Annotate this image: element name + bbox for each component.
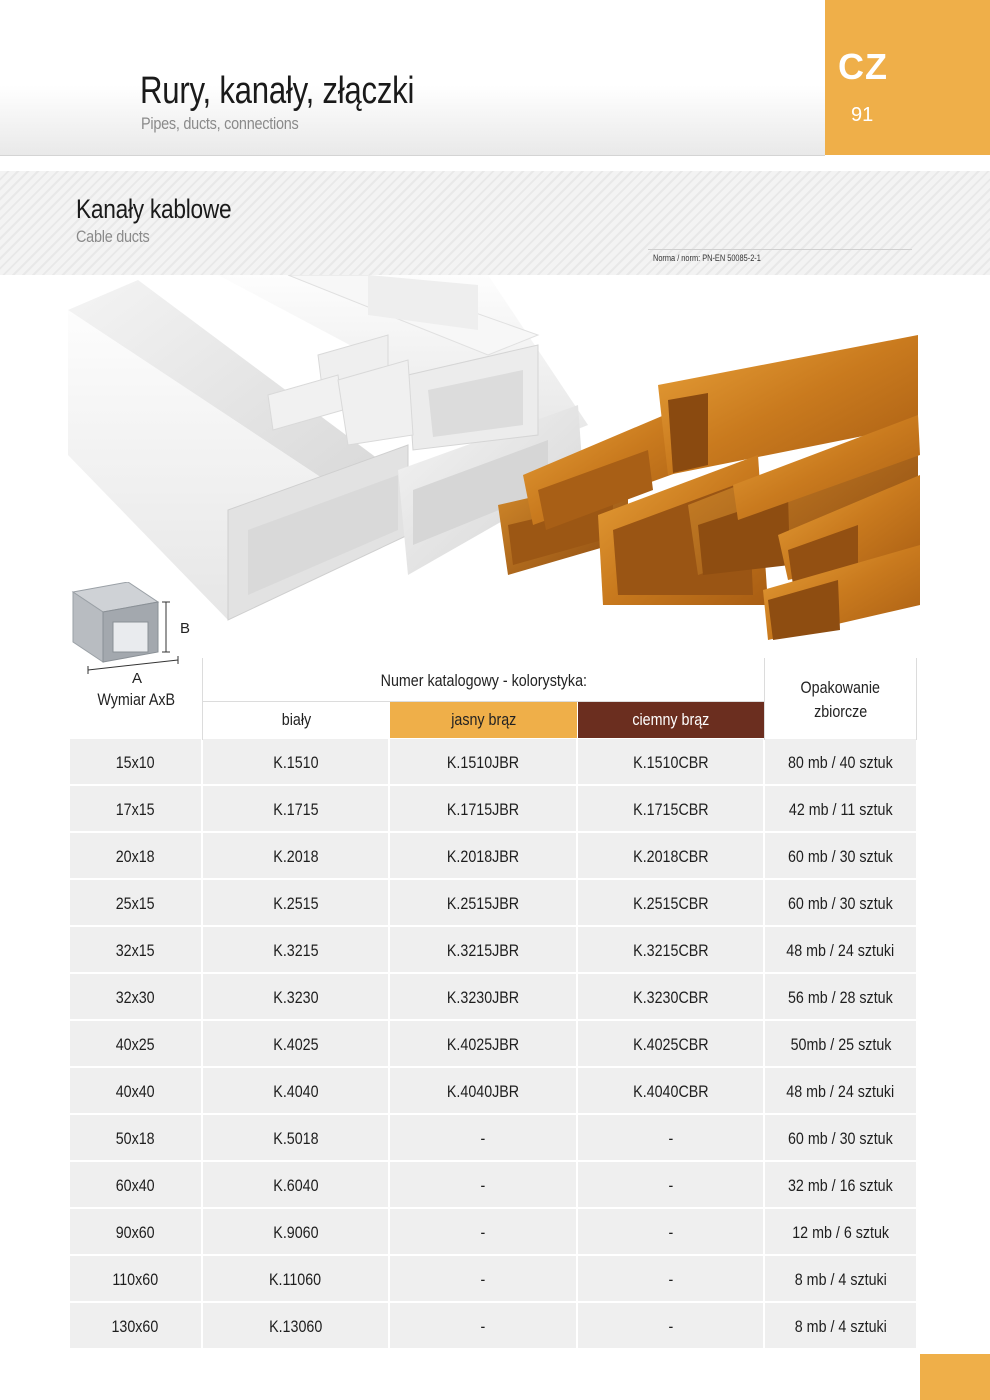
dimension-cell: 15x10 [70,739,201,784]
dimension-a-label: A [132,670,143,687]
packaging-cell: 8 mb / 4 sztuki [765,1256,916,1301]
table-row [70,1303,916,1348]
page-subtitle: Pipes, ducts, connections [141,114,299,133]
packaging-cell: 48 mb / 24 sztuki [765,927,916,972]
packaging-cell: 60 mb / 30 sztuk [765,1115,916,1160]
packaging-cell: 48 mb / 24 sztuki [765,1068,916,1113]
section-title: Kanały kablowe [76,194,232,224]
packaging-cell: 42 mb / 11 sztuk [765,786,916,831]
packaging-cell: 56 mb / 28 sztuk [765,974,916,1019]
light-brown-code-cell: K.2515JBR [390,880,576,925]
table-row [70,1021,916,1066]
color-header-light-brown: jasny brąz [390,702,577,738]
table-row [70,1209,916,1254]
dimension-cell: 32x15 [70,927,201,972]
white-code-cell: K.1715 [203,786,389,831]
norm-label: Norma / norm: PN-EN 50085-2-1 [653,253,761,263]
table-row [70,739,916,784]
norm-divider [648,249,912,250]
light-brown-code-cell: - [390,1209,576,1254]
light-brown-code-cell: K.4040JBR [390,1068,576,1113]
dark-brown-code-cell: K.3230CBR [578,974,764,1019]
page-title: Rury, kanały, złączki [140,70,415,112]
section-subtitle: Cable ducts [76,227,150,246]
color-header-white: biały [203,702,389,738]
language-code: CZ [838,46,888,87]
table-row [70,880,916,925]
white-code-cell: K.11060 [203,1256,389,1301]
dark-brown-code-cell: K.1715CBR [578,786,764,831]
white-code-cell: K.6040 [203,1162,389,1207]
packaging-cell: 50mb / 25 sztuk [765,1021,916,1066]
table-row [70,1115,916,1160]
dimension-column-header: Wymiar AxB [97,690,175,709]
packaging-cell: 80 mb / 40 sztuk [765,739,916,784]
white-code-cell: K.13060 [203,1303,389,1348]
packaging-cell: 60 mb / 30 sztuk [765,833,916,878]
packaging-cell: 32 mb / 16 sztuk [765,1162,916,1207]
packaging-cell: 60 mb / 30 sztuk [765,880,916,925]
white-code-cell: K.3215 [203,927,389,972]
white-code-cell: K.4025 [203,1021,389,1066]
table-row [70,786,916,831]
table-row [70,927,916,972]
white-code-cell: K.4040 [203,1068,389,1113]
dimension-cell: 130x60 [70,1303,201,1348]
dimension-cell: 40x40 [70,1068,201,1113]
header-divider [916,658,917,740]
dimension-cell: 110x60 [70,1256,201,1301]
white-code-cell: K.1510 [203,739,389,784]
packaging-cell: 8 mb / 4 sztuki [765,1303,916,1348]
light-brown-code-cell: K.1715JBR [390,786,576,831]
white-code-cell: K.5018 [203,1115,389,1160]
dark-brown-code-cell: - [578,1303,764,1348]
dark-brown-code-cell: - [578,1256,764,1301]
light-brown-code-cell: - [390,1115,576,1160]
dark-brown-code-cell: K.1510CBR [578,739,764,784]
dimension-cell: 60x40 [70,1162,201,1207]
light-brown-code-cell: K.1510JBR [390,739,576,784]
packaging-cell: 12 mb / 6 sztuk [765,1209,916,1254]
light-brown-code-cell: - [390,1303,576,1348]
catalog-header: Numer katalogowy - kolorystyka: [380,671,587,690]
dimension-cell: 17x15 [70,786,201,831]
dark-brown-code-cell: K.2018CBR [578,833,764,878]
dark-brown-code-cell: K.4025CBR [578,1021,764,1066]
table-row [70,974,916,1019]
light-brown-code-cell: K.3230JBR [390,974,576,1019]
dimension-cell: 32x30 [70,974,201,1019]
dimension-cell: 50x18 [70,1115,201,1160]
table-row [70,1256,916,1301]
table-row [70,833,916,878]
dimension-cell: 20x18 [70,833,201,878]
table-row [70,1068,916,1113]
light-brown-code-cell: K.3215JBR [390,927,576,972]
light-brown-code-cell: - [390,1162,576,1207]
dimension-cell: 25x15 [70,880,201,925]
white-code-cell: K.3230 [203,974,389,1019]
white-code-cell: K.2018 [203,833,389,878]
white-code-cell: K.9060 [203,1209,389,1254]
dimension-cell: 40x25 [70,1021,201,1066]
light-brown-code-cell: K.4025JBR [390,1021,576,1066]
dark-brown-code-cell: K.3215CBR [578,927,764,972]
white-code-cell: K.2515 [203,880,389,925]
packaging-header: Opakowanie zbiorcze [800,678,881,721]
dimension-b-label: B [180,620,191,637]
dark-brown-code-cell: - [578,1209,764,1254]
light-brown-code-cell: - [390,1256,576,1301]
corner-accent [920,1354,990,1400]
color-header-dark-brown: ciemny brąz [578,702,764,738]
table-row [70,1162,916,1207]
dark-brown-code-cell: K.2515CBR [578,880,764,925]
light-brown-code-cell: K.2018JBR [390,833,576,878]
dimension-cell: 90x60 [70,1209,201,1254]
page-number: 91 [851,104,874,126]
dark-brown-code-cell: - [578,1115,764,1160]
dark-brown-code-cell: K.4040CBR [578,1068,764,1113]
product-table [70,739,916,1350]
dark-brown-code-cell: - [578,1162,764,1207]
